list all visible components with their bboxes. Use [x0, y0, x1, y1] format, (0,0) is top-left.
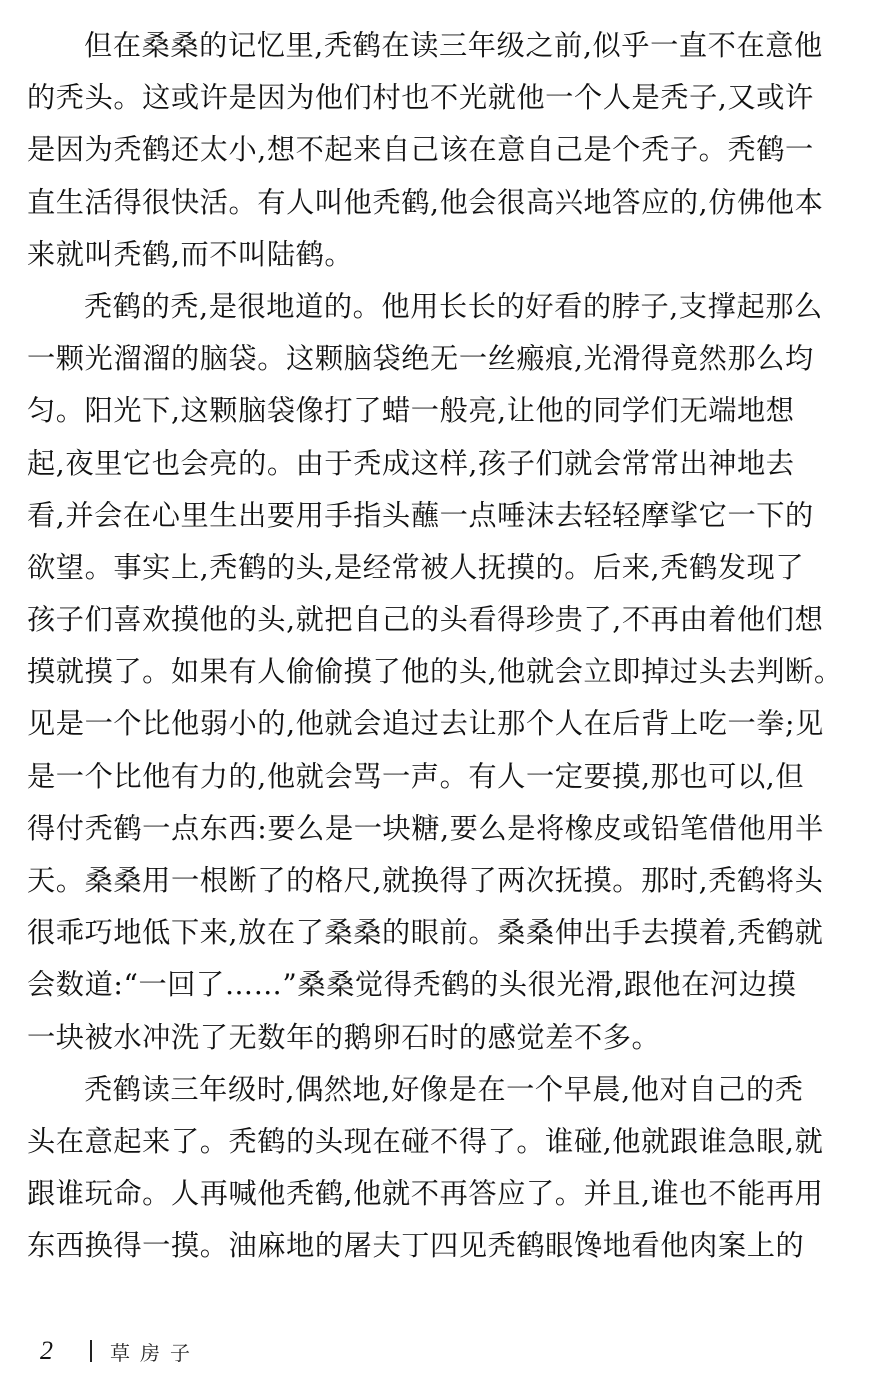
text-line: 是因为秃鹤还太小,想不起来自己该在意自己是个秃子。秃鹤一	[27, 133, 814, 167]
page-number: 2	[40, 1336, 53, 1365]
text-line: 摸就摸了。如果有人偷偷摸了他的头,他就会立即掉过头去判断。	[27, 655, 843, 689]
text-line: 来就叫秃鹤,而不叫陆鹤。	[27, 237, 354, 271]
text-line: 匀。阳光下,这颗脑袋像打了蜡一般亮,让他的同学们无端地想	[27, 394, 795, 428]
text-line: 一块被水冲洗了无数年的鹅卵石时的感觉差不多。	[27, 1020, 661, 1054]
text-line: 见是一个比他弱小的,他就会追过去让那个人在后背上吃一拳;见	[27, 707, 824, 741]
book-title: 草房子	[110, 1340, 200, 1365]
document-body	[27, 20, 842, 1273]
page-footer	[40, 1333, 200, 1369]
text-line: 秃鹤读三年级时,偶然地,好像是在一个早晨,他对自己的秃	[84, 1072, 804, 1106]
footer-divider	[90, 1340, 92, 1362]
text-line: 欲望。事实上,秃鹤的头,是经常被人抚摸的。后来,秃鹤发现了	[27, 550, 805, 584]
text-line: 头在意起来了。秃鹤的头现在碰不得了。谁碰,他就跟谁急眼,就	[27, 1124, 824, 1158]
text-line: 一颗光溜溜的脑袋。这颗脑袋绝无一丝瘢痕,光滑得竟然那么均	[27, 342, 814, 376]
text-line: 东西换得一摸。油麻地的屠夫丁四见秃鹤眼馋地看他肉案上的	[27, 1229, 805, 1263]
text-line: 直生活得很快活。有人叫他秃鹤,他会很高兴地答应的,仿佛他本	[27, 185, 824, 219]
text-line: 是一个比他有力的,他就会骂一声。有人一定要摸,那也可以,但	[27, 759, 805, 793]
text-line: 跟谁玩命。人再喊他秃鹤,他就不再答应了。并且,谁也不能再用	[27, 1177, 824, 1211]
text-line: 的秃头。这或许是因为他们村也不光就他一个人是秃子,又或许	[27, 81, 814, 115]
text-line: 秃鹤的秃,是很地道的。他用长长的好看的脖子,支撑起那么	[84, 289, 823, 323]
text-line: 会数道:“一回了……”桑桑觉得秃鹤的头很光滑,跟他在河边摸	[27, 968, 797, 1002]
text-line: 起,夜里它也会亮的。由于秃成这样,孩子们就会常常出神地去	[27, 446, 795, 480]
text-line: 孩子们喜欢摸他的头,就把自己的头看得珍贵了,不再由着他们想	[27, 603, 824, 637]
text-line: 得付秃鹤一点东西:要么是一块糖,要么是将橡皮或铅笔借他用半	[27, 811, 824, 845]
text-line: 天。桑桑用一根断了的格尺,就换得了两次抚摸。那时,秃鹤将头	[27, 864, 824, 897]
text-line: 很乖巧地低下来,放在了桑桑的眼前。桑桑伸出手去摸着,秃鹤就	[27, 916, 824, 950]
text-line: 看,并会在心里生出要用手指头蘸一点唾沫去轻轻摩挲它一下的	[27, 498, 814, 532]
text-line: 但在桑桑的记忆里,秃鹤在读三年级之前,似乎一直不在意他	[84, 29, 823, 62]
